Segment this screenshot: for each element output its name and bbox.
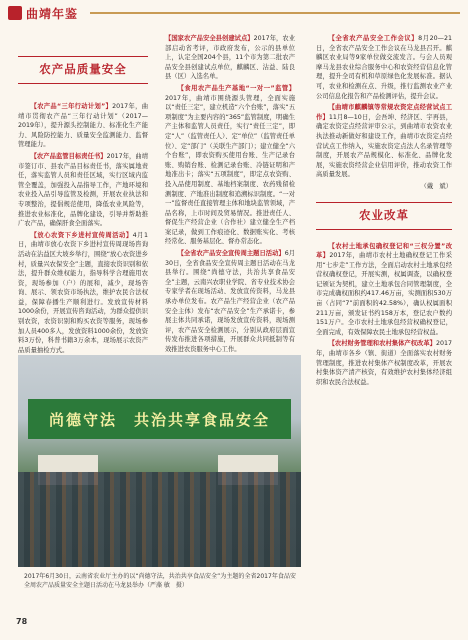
crowd xyxy=(18,472,301,567)
section-banner-quality xyxy=(18,56,148,84)
section-banner-reform xyxy=(316,202,452,230)
column-2 xyxy=(165,34,295,357)
page-header xyxy=(0,0,468,26)
event-photo xyxy=(18,355,301,567)
author-signature: （戴 斌） xyxy=(420,182,452,190)
yearbook-brand: 曲靖年鉴 xyxy=(26,7,79,21)
paragraph: 【曲靖市麒麟镇等常规农资定点经营试点工作】11月8—10日，会吾坤、经济区、宇再县，确定农资定点经营评审公示，到曲靖市农资农业执法推动新做好和建设工作，曲靖市农资定点经营试点工作纳入，实施农资定点法人名录管理等制度，开展农产品规模化、标准化、品牌化发展，实施农资经营企业信用评价，推动农资工作高质量发展。 xyxy=(316,104,452,179)
paragraph: 【农产品监管目标责任书】2017年，曲靖市签订市、县农产品目标责任书，落实属地责任，落实监管人员和责任区域，实行区域内监管全覆盖，加强投入品指导工作，产地环境和农业投入品引导监管及检测，开展农业执法和专项整治，提倡规范使用，降低农业风险等，推进农业标准化，品牌化建设，引导并帮助推广农产品，确保肝食全面落实。 xyxy=(18,152,148,228)
event-banner-text: 尚德守法 共治共享食品安全 xyxy=(48,410,270,429)
section-title-reform: 农业改革 xyxy=(359,207,409,222)
event-banner-sign xyxy=(28,399,291,439)
paragraph: 【国家农产品安全县创建试点】2017年，农业部启动省考评，市政府发布，公示的县单位上，认定全国204个县，11个市为第二批农产品安全县创建试点单位，麒麟区、沾益、陆良县（区）入选名单。 xyxy=(165,35,296,81)
paragraph: 【农产品“三年行动计划”】2017年，曲靖市贯彻农产品“三年行动计划”（2017—2019年），提升源头控制能力、标准化生产能力、风险防控能力、质量安全监测能力、监督管理能力。 xyxy=(18,103,148,149)
photo-caption: 2017年6月30日，云南省农业厅主办的以“尚德守法，共治共享食品安全”为主题的全省2017年食品安全周农产品质量安全主题日活动在马龙县举办（严藻 敏 摄） xyxy=(24,573,296,589)
section-title-quality: 农产品质量安全 xyxy=(39,62,127,77)
paragraph: 【食用农产品生产基地“一对一”监管】2017年，曲靖市围绕源头管理，全面实施以“责任三定”，建立机造“六个台账”，落实“五项制度”为主要内容的“365”监管制度，明确生产主体和监管人员责任，实行“责任三定”，即定“人”（监管责任人）、定“单位”（监管责任单位）、定“部门”（关联生产部门）；建立健全“六个台账”，即农资购买使用台账、生产记录台账、购销台账、检测记录台账、冷链证明和产地准出卡；落实“五项制度”，即定点农资购、投入品使用制度、基地档案制度、农药残留检测制度、产地准出制度和追溯标识制度。“一对一”监督责任直接管理主体和地块监管领域，产品名称，上市时间及贸易情况。推进责任人、督促生产经营企业（合作社）建立健全生产档案记录，做到工作痕迹化、数据账实化、考核经常化、服务基层化、督办常态化。 xyxy=(165,84,295,246)
header-rule xyxy=(90,12,460,14)
paragraph: 【全省农产品安全宣传周主题日活动】6月30日，全省食品安全宣传周主题日活动在马龙县举行。围绕“尚德守法，共治共享食品安全”主题，云南兴农职业学院、省专业技术协会专家学者在现场活动、发放宣传资料，马龙县承办单位发布。农产品生产经营企业（农产品安全主体）发布“农产品安全”生产承诺卡，参展主体共同承诺，现场发放宣传资料，现场测评，农产品安全检测展示，分别从政府层面宣传发布推进各项措施，开展群众共同抵制等有效推进农资服务中心工作。 xyxy=(165,250,295,353)
paragraph: 【农村财务管理和农村集体产权改革】2017年，曲靖市各乡（镇、街道）全面落实农村财务管理制度，推进农村集体产权制度改革，开展农村集体资产清产核资，有效维护农村集体经济组织和农民合法权益。 xyxy=(316,340,452,386)
paragraph: 【放心农资下乡进村宣传周活动】4月1日，曲靖市放心农资下乡进村宣传周现场咨询活动在沾益区大坡乡举行，围绕“放心农资进乡村，质量兴农保安全”主题，直接农资识别和依法，提升群众维权能力，指导科学合理施用农资，现场参加（户）的展和，减少，现场咨询、展示、领农资市场执法，维护农民合法权益，保障春播生产顺利进行。发放宣传材料1000余份，开展宣传咨询活动，为群众提供识别农资，农资识别和购买农资等服务，现场参加人员400多人，发放资料1000余份，发放资料3万份，科普书籍3万余本，现场展示农资产品质量抽检方式。 xyxy=(18,231,148,354)
yearbook-logo-icon xyxy=(8,6,22,20)
page-number: 78 xyxy=(16,617,28,626)
paragraph: 【全省农产品安全工作会议】8月20—21日，全省农产品安全工作会议在马龙县召开。麒麟区农业局等9家单位做交流发言。与会人员观摩马龙县农业综合服务中心和农资经营信息化管理，提升全司有机和草原绿色化发展标准。据认可，农业和检测在点、升级，推行监测农业产业公司信息化报告和产品检测评估，提升会议。 xyxy=(316,35,452,100)
paragraph: 【农村土地承包确权登记和“三权分置”改革】2017年，曲靖市农村土地确权登记工作采用“七步走”工作方法，全面启动农村土地承包经营权确权登记，开展实测，权属调查，以确权登记颁证为契机，建立土地承包合同管理制度，全市完成确权面积约417.46万亩，实测面积530万亩（占同“7”前面积的42.58%），确认权属面积211万亩，颁发证书约158万本，登记农户数约151万户。全市农村土地承包经营权确权登记，全面完成，有效保障农民土地承包经营权益。 xyxy=(316,242,453,336)
column-1 xyxy=(18,34,148,357)
column-3 xyxy=(316,34,452,389)
